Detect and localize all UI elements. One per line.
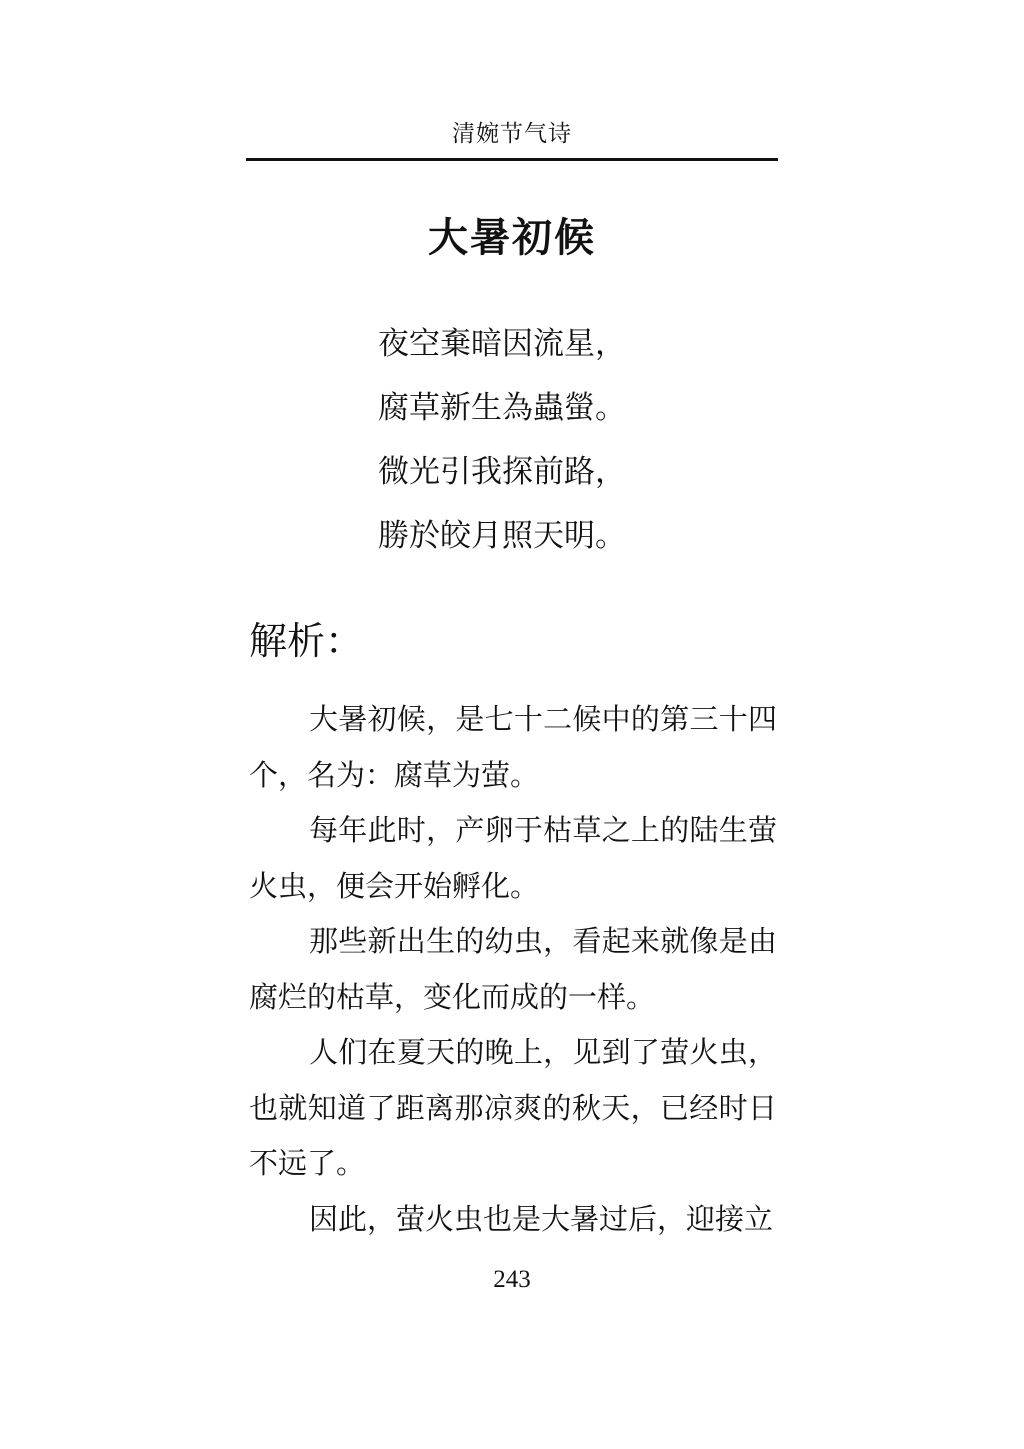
analysis-heading: 解析： [249, 619, 364, 663]
analysis-paragraph-5: 因此，萤火虫也是大暑过后，迎接立 [309, 1201, 774, 1236]
poem-body [378, 312, 698, 568]
poem-line-2: 腐草新生為蟲螢。 [378, 390, 626, 426]
poem-title: 大暑初候 [428, 215, 596, 261]
analysis-paragraph-3: 那些新出生的幼虫，看起来就像是由腐烂的枯草，变化而成的一样。 [249, 924, 777, 1014]
analysis-body [249, 692, 777, 1247]
header-rule [246, 158, 778, 161]
poem-line-1: 夜空棄暗因流星， [378, 326, 626, 362]
running-header: 清婉节气诗 [452, 121, 572, 147]
page-number: 243 [493, 1266, 531, 1293]
analysis-paragraph-2: 每年此时，产卵于枯草之上的陆生萤火虫，便会开始孵化。 [249, 813, 777, 903]
poem-line-3: 微光引我探前路， [378, 454, 626, 490]
analysis-paragraph-4: 人们在夏天的晚上，见到了萤火虫，也就知道了距离那凉爽的秋天，已经时日不远了。 [249, 1035, 777, 1180]
poem-line-4: 勝於皎月照天明。 [378, 518, 626, 554]
analysis-paragraph-1: 大暑初候，是七十二候中的第三十四个，名为：腐草为萤。 [249, 702, 777, 792]
